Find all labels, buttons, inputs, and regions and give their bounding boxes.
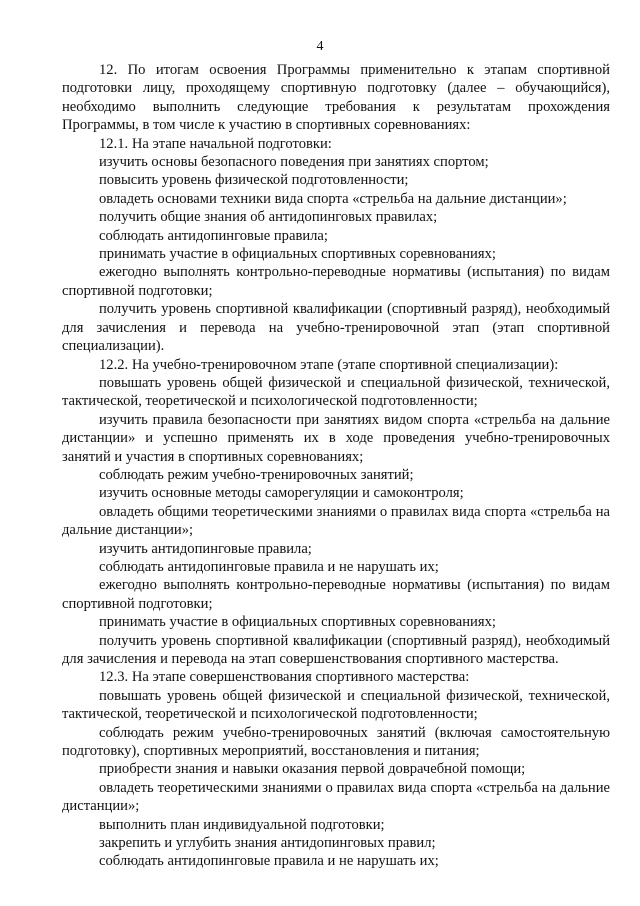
page-number: 4 <box>316 39 324 54</box>
list-item: изучить основные методы саморегуляции и самоконтроля; <box>99 485 464 502</box>
list-item: принимать участие в официальных спортивных соревнованиях; <box>99 614 496 631</box>
list-item: выполнить план индивидуальной подготовки; <box>99 816 385 833</box>
document-body <box>62 61 610 871</box>
subheading-12-2: 12.2. На учебно-тренировочном этапе (этапе спортивной специализации): <box>99 356 559 373</box>
list-item: получить общие знания об антидопинговых правилах; <box>99 209 438 226</box>
list-item: соблюдать антидопинговые правила и не нарушать их; <box>99 558 439 575</box>
list-item: закрепить и углубить знания антидопинговых правил; <box>99 835 436 852</box>
list-item: соблюдать антидопинговые правила и не нарушать их; <box>99 853 439 870</box>
list-item: повысить уровень физической подготовленности; <box>99 172 409 189</box>
list-item: повышать уровень общей физической и специальной физической, технической, тактической, теоретической и психологической подготовленности; <box>62 374 610 410</box>
list-item: ежегодно выполнять контрольно-переводные нормативы (испытания) по видам спортивной подготовки; <box>62 264 610 299</box>
list-item: получить уровень спортивной квалификации (спортивный разряд), необходимый для зачисления и перевода на учебно-тренировочной этап (этап спортивной специализации). <box>62 301 610 355</box>
list-item: изучить правила безопасности при занятиях видом спорта «стрельба на дальние дистанции» и успешно применять их в ходе проведения учебно-тренировочных занятий и участия в спортивных соревнованиях; <box>62 411 610 465</box>
list-item: овладеть основами техники вида спорта «стрельба на дальние дистанции»; <box>99 190 567 207</box>
list-item: соблюдать режим учебно-тренировочных занятий (включая самостоятельную подготовку), спортивных мероприятий, восстановления и питания; <box>62 724 610 760</box>
list-item: получить уровень спортивной квалификации (спортивный разряд), необходимый для зачисления и перевода на этап совершенствования спортивного мастерства. <box>62 632 610 667</box>
list-item: соблюдать антидопинговые правила; <box>99 227 328 244</box>
list-item: изучить основы безопасного поведения при занятиях спортом; <box>99 154 489 171</box>
subheading-12-3: 12.3. На этапе совершенствования спортивного мастерства: <box>99 669 470 686</box>
paragraph-12: 12. По итогам освоения Программы применительно к этапам спортивной подготовки лицу, проходящему спортивную подготовку (далее – обучающийся), необходимо выполнить следующие требования к результатам прохождения Программы, в том числе к участию в спортивных соревнованиях: <box>62 62 610 134</box>
list-item: овладеть теоретическими знаниями о правилах вида спорта «стрельба на дальние дистанции»; <box>62 779 610 815</box>
list-item: овладеть общими теоретическими знаниями о правилах вида спорта «стрельба на дальние дистанции»; <box>62 503 610 539</box>
list-item: принимать участие в официальных спортивных соревнованиях; <box>99 246 496 263</box>
list-item: повышать уровень общей физической и специальной физической, технической, тактической, теоретической и психологической подготовленности; <box>62 687 610 723</box>
list-item: соблюдать режим учебно-тренировочных занятий; <box>99 466 414 483</box>
list-item: изучить антидопинговые правила; <box>99 540 312 557</box>
list-item: ежегодно выполнять контрольно-переводные нормативы (испытания) по видам спортивной подготовки; <box>62 577 610 612</box>
list-item: приобрести знания и навыки оказания первой доврачебной помощи; <box>99 761 526 778</box>
subheading-12-1: 12.1. На этапе начальной подготовки: <box>99 135 332 152</box>
